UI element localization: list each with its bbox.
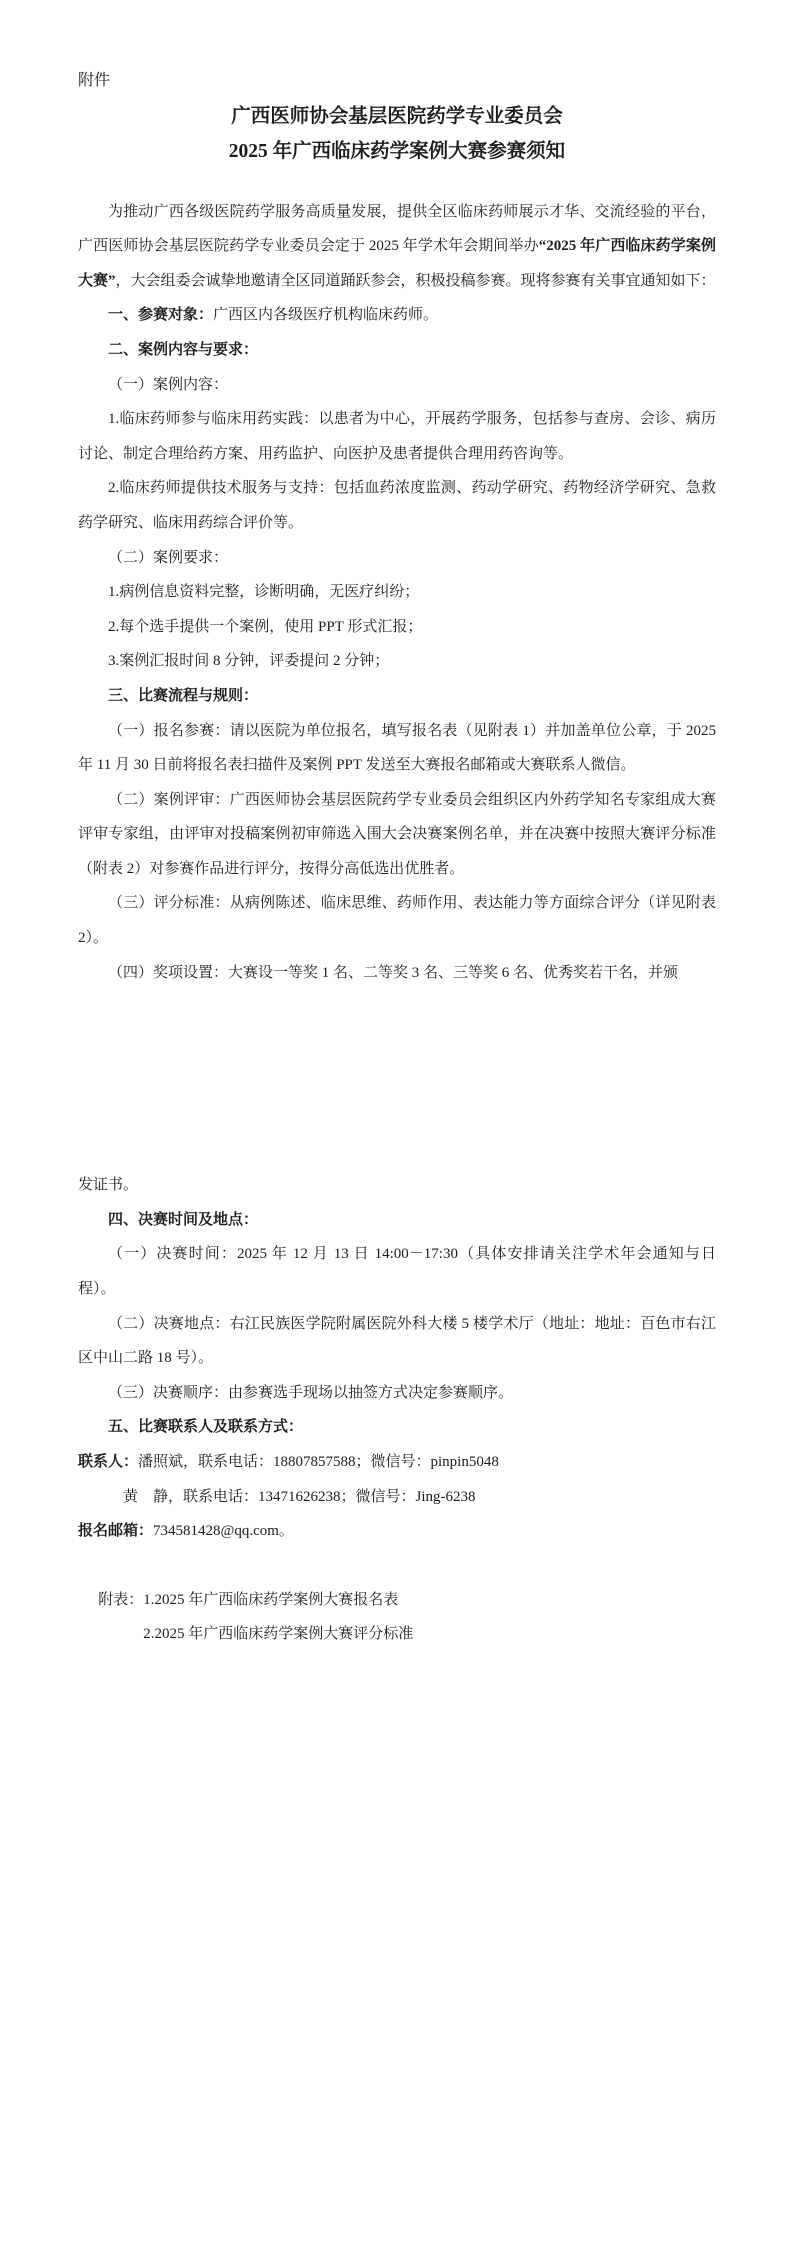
contact-line-1 — [78, 1445, 716, 1480]
page-break-gap — [78, 990, 716, 1168]
document-title-line2: 2025 年广西临床药学案例大赛参赛须知 — [228, 140, 566, 162]
document-title-line1: 广西医师协会基层医院药学专业委员会 — [231, 105, 563, 127]
section3-item2: （二）案例评审：广西医师协会基层医院药学专业委员会组织区内外药学知名专家组成大赛评审专家组，由评审对投稿案例初审筛选入围大会决赛案例名单，并在决赛中按照大赛评分标准（附表 2）对参赛作品进行评分，按得分高低选出优胜者。 — [78, 791, 716, 877]
section4-item3: （三）决赛顺序：由参赛选手现场以抽签方式决定参赛顺序。 — [108, 1384, 514, 1401]
section2-sub1-heading: （一）案例内容： — [108, 376, 229, 393]
email-label: 报名邮箱： — [78, 1523, 154, 1540]
section3-item1: （一）报名参赛：请以医院为单位报名，填写报名表（见附表 1）并加盖单位公章，于 2025 年 11 月 30 日前将报名表扫描件及案例 PPT 发送至大赛报名邮箱或大赛联系人微信。 — [78, 722, 716, 774]
section2-sub1-item2: 2.临床药师提供技术服务与支持：包括血药浓度监测、药动学研究、药物经济学研究、急救药学研究、临床用药综合评价等。 — [78, 480, 716, 531]
intro-text-pre: 为推动广西各级医院药学服务高质量发展，提供全区临床药师展示才华、交流经验的平台，广西医师协会基层医院药学专业委员会定于 2025 年学术年会期间举办 — [78, 203, 716, 255]
appendix-line1-text: 1.2025 年广西临床药学案例大赛报名表 — [143, 1591, 399, 1608]
section1-heading — [78, 298, 716, 333]
contact1-text: 潘照斌，联系电话：18807857588；微信号：pinpin5048 — [138, 1454, 499, 1470]
section2-sub2-item2: 2.每个选手提供一个案例，使用 PPT 形式汇报； — [108, 618, 423, 635]
email-line — [78, 1514, 716, 1549]
email-text: 734581428@qq.com。 — [153, 1523, 294, 1540]
attachment-label: 附件 — [78, 72, 111, 89]
intro-highlight: “2025 年广西临床药学案例大赛” — [78, 238, 716, 289]
section3-item4-part2: 发证书。 — [78, 1177, 139, 1194]
section3-item4-part1: （四）奖项设置：大赛设一等奖 1 名、二等奖 3 名、三等奖 6 名、优秀奖若干名，并颁 — [108, 964, 679, 981]
section4-item1: （一）决赛时间：2025 年 12 月 13 日 14:00－17:30（具体安排请关注学术年会通知与日程）。 — [78, 1246, 716, 1298]
appendix-line-2: 2.2025 年广西临床药学案例大赛评分标准 — [143, 1626, 414, 1643]
section3-heading: 三、比赛流程与规则： — [108, 687, 259, 704]
section3-item3: （三）评分标准：从病例陈述、临床思维、药师作用、表达能力等方面综合评分（详见附表 2）。 — [78, 895, 716, 947]
section2-sub2-item1: 1.病例信息资料完整，诊断明确，无医疗纠纷； — [108, 584, 420, 601]
section2-sub1-item1: 1.临床药师参与临床用药实践：以患者为中心，开展药学服务，包括参与查房、会诊、病历讨论、制定合理给药方案、用药监护、向医护及患者提供合理用药咨询等。 — [78, 411, 716, 462]
appendix-block — [78, 1583, 716, 1652]
contact-label: 联系人： — [78, 1454, 139, 1470]
intro-paragraph — [78, 195, 716, 299]
appendix-line-1 — [78, 1583, 716, 1618]
section4-item2: （二）决赛地点：右江民族医学院附属医院外科大楼 5 楼学术厅（地址：地址：百色市右江区中山二路 18 号）。 — [78, 1315, 716, 1367]
intro-text-post: ，大会组委会诚挚地邀请全区同道踊跃参会，积极投稿参赛。现将参赛有关事宜通知如下： — [115, 272, 716, 289]
section1-label: 一、参赛对象： — [108, 307, 214, 324]
section2-sub2-item3: 3.案例汇报时间 8 分钟，评委提问 2 分钟； — [108, 653, 390, 670]
section1-text: 广西区内各级医疗机构临床药师。 — [213, 307, 439, 324]
appendix-label: 附表： — [98, 1591, 144, 1608]
section2-sub2-heading: （二）案例要求： — [108, 549, 229, 566]
section5-heading: 五、比赛联系人及联系方式： — [108, 1419, 304, 1436]
section2-heading: 二、案例内容与要求： — [108, 341, 259, 358]
section4-heading: 四、决赛时间及地点： — [108, 1211, 259, 1228]
title-block — [78, 99, 716, 169]
contact-line-2: 黄 静，联系电话：13471626238；微信号：Jing-6238 — [123, 1488, 476, 1505]
